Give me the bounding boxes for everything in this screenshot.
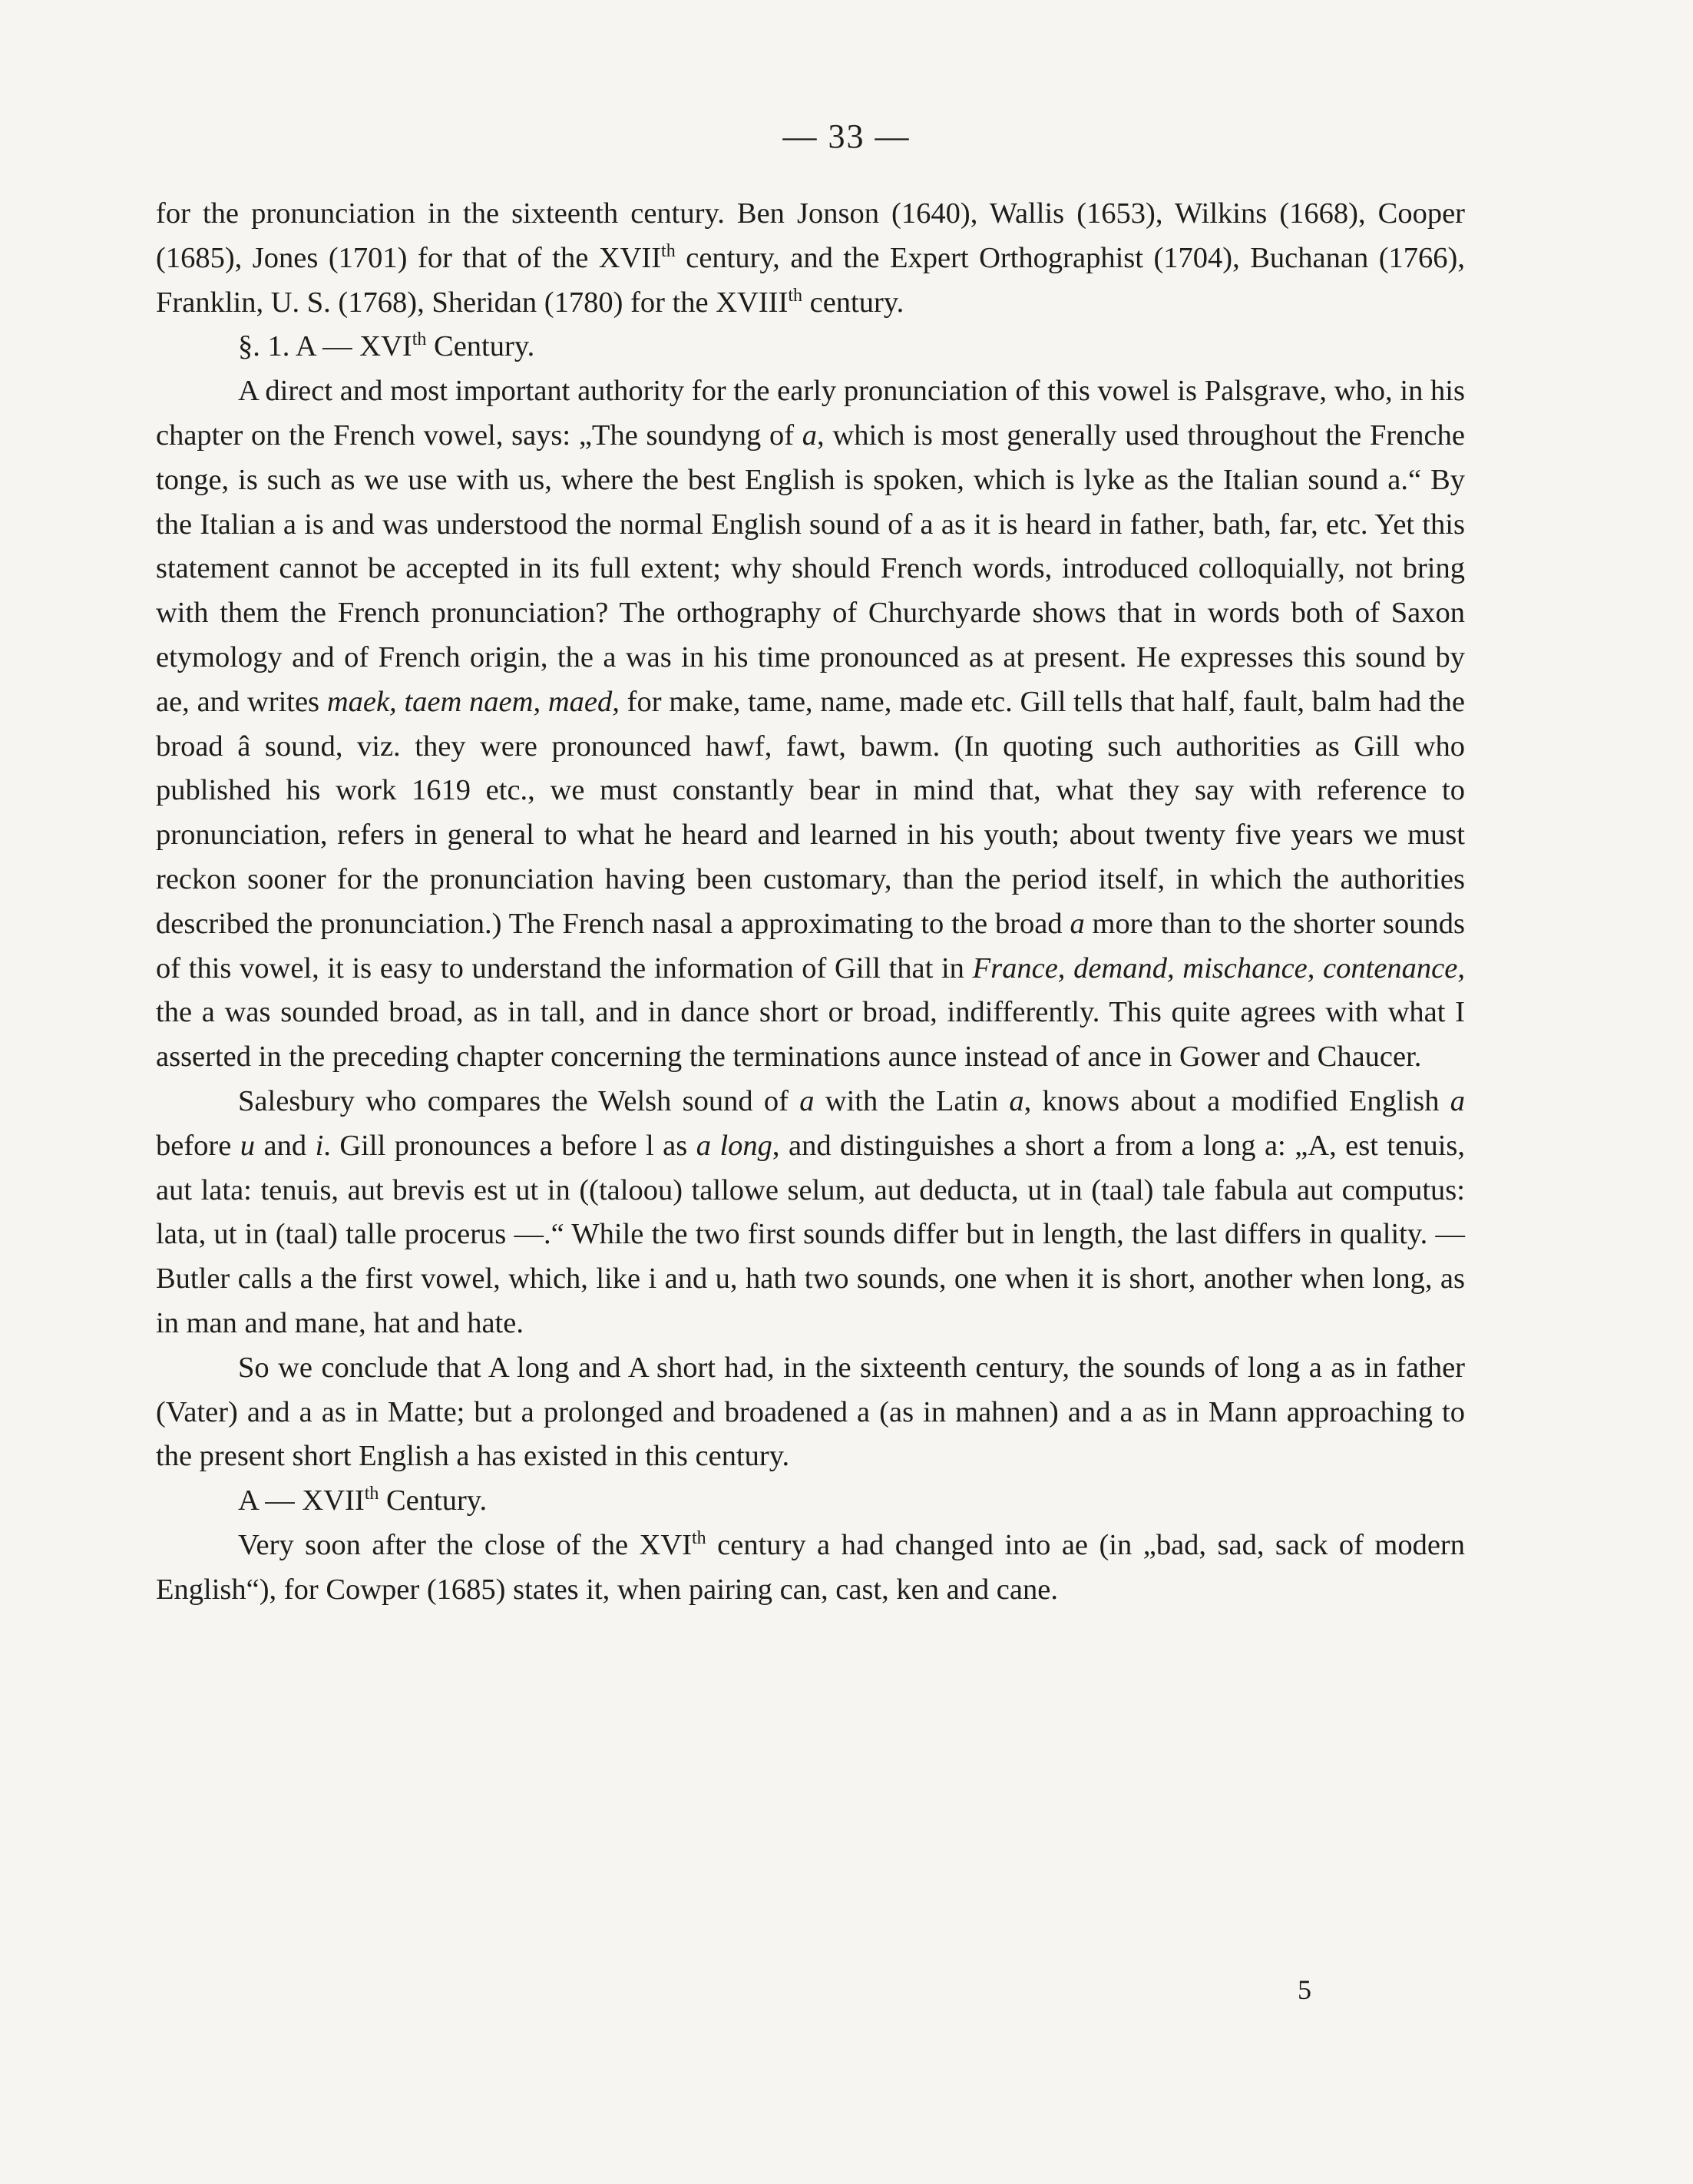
paragraph [156,325,1465,369]
italic-text: a [799,1084,815,1117]
text-run: for make, tame, name, made etc. Gill tells that half, fault, balm had the broad â sound, viz. they were pronounced hawf, fawt, bawm. (In quoting such authorities as Gill who published his work 1619 etc., we must constantly bear in mind that, what they say with reference to pronunciation, refers in general to what he heard and learned in his youth; about twenty five years we must reckon sooner for the pronunciation having been customary, than the period itself, in which the authorities described the pronunciation.) The French nasal a approximating to the broad [156,685,1465,940]
text-run: So we conclude that A long and A short had, in the sixteenth century, the sounds of long a as in father (Vater) and a as in Matte; but a prolonged and broadened a (as in mahnen) and a as in Mann approaching to the present short English a has existed in this century. [156,1351,1465,1473]
paragraph [156,369,1465,1080]
signature-mark: 5 [1298,1974,1311,2005]
italic-text: a [1009,1084,1024,1117]
body-text [156,192,1465,1613]
italic-text: France, demand, mischance, contenance, [972,951,1465,984]
italic-text: i [315,1129,324,1162]
text-run: century a had changed into ae (in „bad, sad, sack of modern English“), for Cowper (1685) states it, when pairing can, cast, ken and cane. [156,1528,1465,1606]
text-run: A — XVII [238,1484,365,1517]
text-run: Century. [379,1484,488,1517]
text-run: with the Latin [814,1084,1010,1117]
text-run: , knows about a modified English [1023,1084,1450,1117]
superscript: th [661,240,676,261]
text-run: Century. [426,330,535,363]
paragraph [156,1524,1465,1613]
italic-text: maek, taem naem, maed, [326,685,620,718]
text-run: A direct and most important authority for the early pronunciation of this vowel is Palsgrave, who, in his chapter on the French vowel, says: „The soundyng of [156,375,1465,452]
text-run: century. [802,286,904,319]
text-run: for the pronunciation in the sixteenth century. Ben Jonson (1640), Wallis (1653), Wilkins (1668), Cooper (1685), Jones (1701) for that of the XVII [156,197,1465,274]
paragraph [156,1080,1465,1346]
superscript: th [364,1484,379,1504]
italic-text: a [1070,907,1085,940]
superscript: th [788,285,802,306]
text-run: century, and the Expert Orthographist (1704), Buchanan (1766), Franklin, U. S. (1768), Sheridan (1780) for the XVIII [156,241,1465,319]
text-run: §. 1. A — XVI [238,330,412,363]
italic-text: a [802,419,818,452]
paragraph [156,192,1465,325]
text-run: more than to the shorter sounds of this vowel, it is easy to understand the information of Gill that in [156,907,1465,984]
text-run: and [255,1129,316,1162]
text-run: . Gill pronounces a before l as [323,1129,696,1162]
text-run: Very soon after the close of the XVI [238,1528,692,1561]
text-run: , which is most generally used throughout the Frenche tonge, is such as we use with us, where the best English is spoken, which is lyke as the Italian sound a.“ By the Italian a is and was understood the normal English sound of a as it is heard in father, bath, far, etc. Yet this statement cannot be accepted in its full extent; why should French words, introduced colloquially, not bring with them the French pronunciation? The orthography of Churchyarde shows that in words both of Saxon etymology and of French origin, the a was in his time pronounced as at present. He expresses this sound by ae, and writes [156,419,1465,718]
paragraph [156,1479,1465,1524]
superscript: th [412,329,427,350]
text-run: Salesbury who compares the Welsh sound of [238,1084,800,1117]
italic-text: u [240,1129,256,1162]
page-number-header: — 33 — [782,117,911,155]
superscript: th [691,1528,706,1549]
italic-text: a long [696,1129,772,1162]
text-run: the a was sounded broad, as in tall, and in dance short or broad, indifferently. This quite agrees with what I asserted in the preceding chapter concerning the terminations aunce instead of ance in Gower and Chaucer. [156,996,1465,1074]
paragraph [156,1346,1465,1479]
italic-text: a [1450,1084,1465,1117]
text-run: before [156,1129,240,1162]
text-run: , and distinguishes a short a from a long a: „A, est tenuis, aut lata: tenuis, aut brevis est ut in ((taloou) tallowe selum, aut deducta, ut in (taal) tale fabula aut computus: lata, ut in (taal) talle procerus —.“ While the two first sounds differ but in length, the last differs in quality. — Butler calls a the first vowel, which, like i and u, hath two sounds, one when it is short, another when long, as in man and mane, hat and hate. [156,1129,1466,1339]
